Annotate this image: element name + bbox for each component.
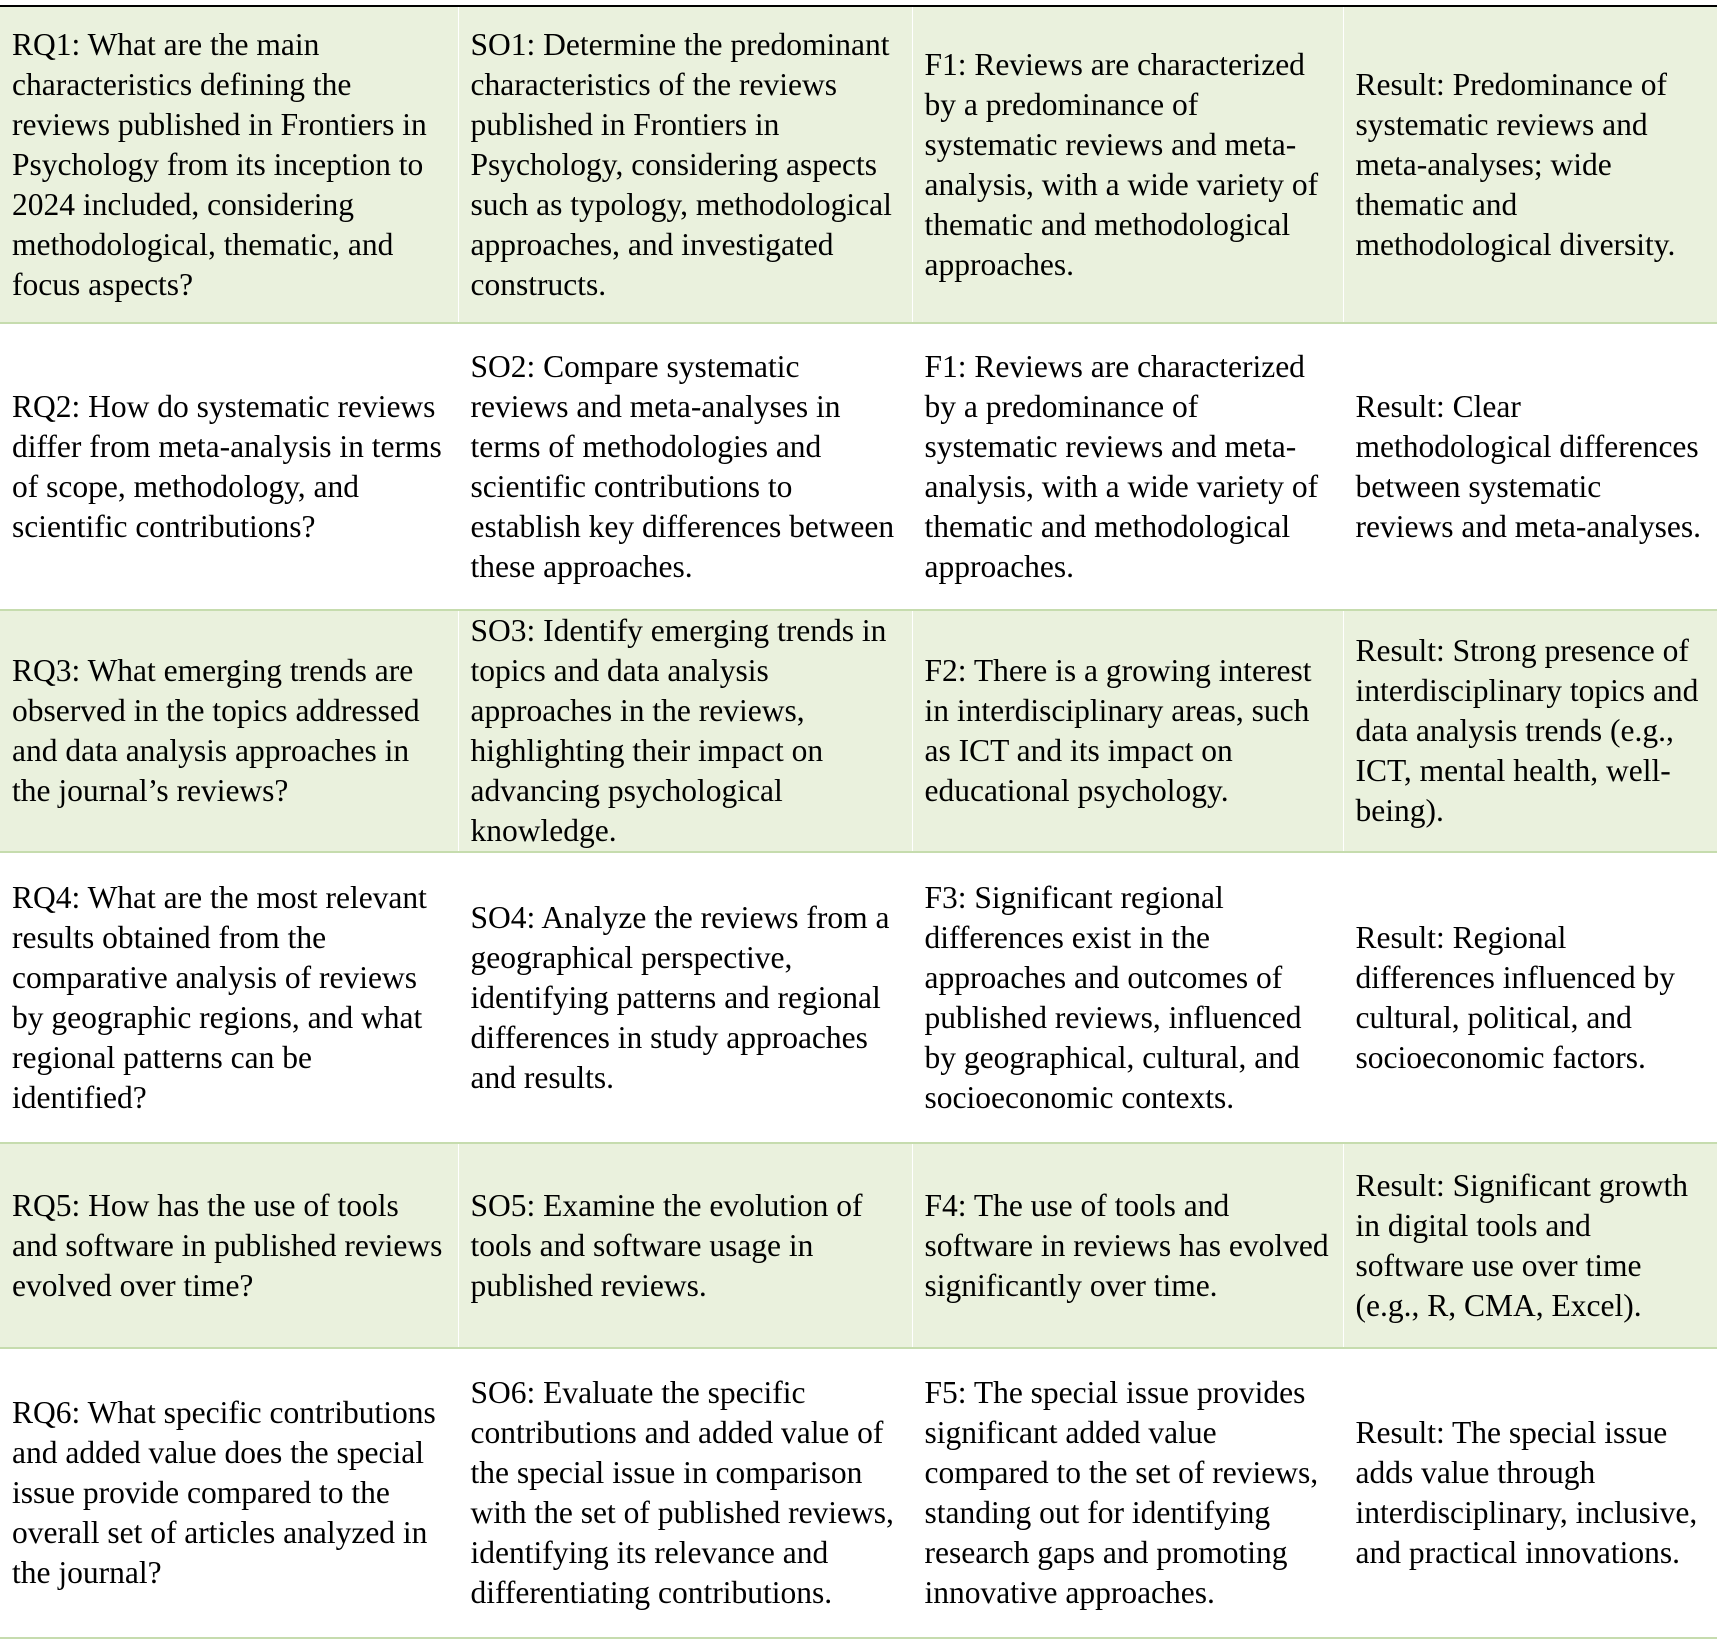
finding-cell: F1: Reviews are characterized by a predominance of systematic reviews and meta-analysis, with a wide variety of thematic and methodological approaches. bbox=[912, 323, 1343, 610]
table-row-rq6 bbox=[0, 1348, 1717, 1638]
research-question-cell: RQ2: How do systematic reviews differ from meta-analysis in terms of scope, methodology, and scientific contributions? bbox=[0, 323, 458, 610]
finding-cell: F5: The special issue provides significant added value compared to the set of reviews, standing out for identifying research gaps and promoting innovative approaches. bbox=[912, 1348, 1343, 1638]
result-cell: Result: Significant growth in digital tools and software use over time (e.g., R, CMA, Excel). bbox=[1343, 1143, 1717, 1348]
result-cell: Result: Predominance of systematic reviews and meta-analyses; wide thematic and methodological diversity. bbox=[1343, 6, 1717, 323]
table-row-rq3 bbox=[0, 610, 1717, 852]
finding-cell: F3: Significant regional differences exist in the approaches and outcomes of published reviews, influenced by geographical, cultural, and socioeconomic contexts. bbox=[912, 852, 1343, 1143]
research-questions-table-wrapper bbox=[0, 5, 1717, 1639]
result-cell: Result: The special issue adds value through interdisciplinary, inclusive, and practical innovations. bbox=[1343, 1348, 1717, 1638]
specific-objective-cell: SO2: Compare systematic reviews and meta-analyses in terms of methodologies and scientific contributions to establish key differences between these approaches. bbox=[458, 323, 912, 610]
specific-objective-cell: SO5: Examine the evolution of tools and software usage in published reviews. bbox=[458, 1143, 912, 1348]
table-row-rq1 bbox=[0, 6, 1717, 323]
research-question-cell: RQ1: What are the main characteristics defining the reviews published in Frontiers in Psychology from its inception to 2024 included, considering methodological, thematic, and focus aspects? bbox=[0, 6, 458, 323]
research-question-cell: RQ6: What specific contributions and added value does the special issue provide compared to the overall set of articles analyzed in the journal? bbox=[0, 1348, 458, 1638]
finding-cell: F2: There is a growing interest in interdisciplinary areas, such as ICT and its impact on educational psychology. bbox=[912, 610, 1343, 852]
table-row-rq4 bbox=[0, 852, 1717, 1143]
research-question-cell: RQ3: What emerging trends are observed in the topics addressed and data analysis approaches in the journal’s reviews? bbox=[0, 610, 458, 852]
specific-objective-cell: SO3: Identify emerging trends in topics and data analysis approaches in the reviews, highlighting their impact on advancing psychological knowledge. bbox=[458, 610, 912, 852]
research-questions-table bbox=[0, 5, 1717, 1639]
research-question-cell: RQ5: How has the use of tools and software in published reviews evolved over time? bbox=[0, 1143, 458, 1348]
finding-cell: F4: The use of tools and software in reviews has evolved significantly over time. bbox=[912, 1143, 1343, 1348]
result-cell: Result: Clear methodological differences between systematic reviews and meta-analyses. bbox=[1343, 323, 1717, 610]
result-cell: Result: Strong presence of interdisciplinary topics and data analysis trends (e.g., ICT, mental health, well-being). bbox=[1343, 610, 1717, 852]
research-question-cell: RQ4: What are the most relevant results obtained from the comparative analysis of reviews by geographic regions, and what regional patterns can be identified? bbox=[0, 852, 458, 1143]
table-row-rq2 bbox=[0, 323, 1717, 610]
table-row-rq5 bbox=[0, 1143, 1717, 1348]
specific-objective-cell: SO1: Determine the predominant characteristics of the reviews published in Frontiers in Psychology, considering aspects such as typology, methodological approaches, and investigated constructs. bbox=[458, 6, 912, 323]
specific-objective-cell: SO6: Evaluate the specific contributions and added value of the special issue in comparison with the set of published reviews, identifying its relevance and differentiating contributions. bbox=[458, 1348, 912, 1638]
specific-objective-cell: SO4: Analyze the reviews from a geographical perspective, identifying patterns and regional differences in study approaches and results. bbox=[458, 852, 912, 1143]
result-cell: Result: Regional differences influenced by cultural, political, and socioeconomic factors. bbox=[1343, 852, 1717, 1143]
finding-cell: F1: Reviews are characterized by a predominance of systematic reviews and meta-analysis, with a wide variety of thematic and methodological approaches. bbox=[912, 6, 1343, 323]
